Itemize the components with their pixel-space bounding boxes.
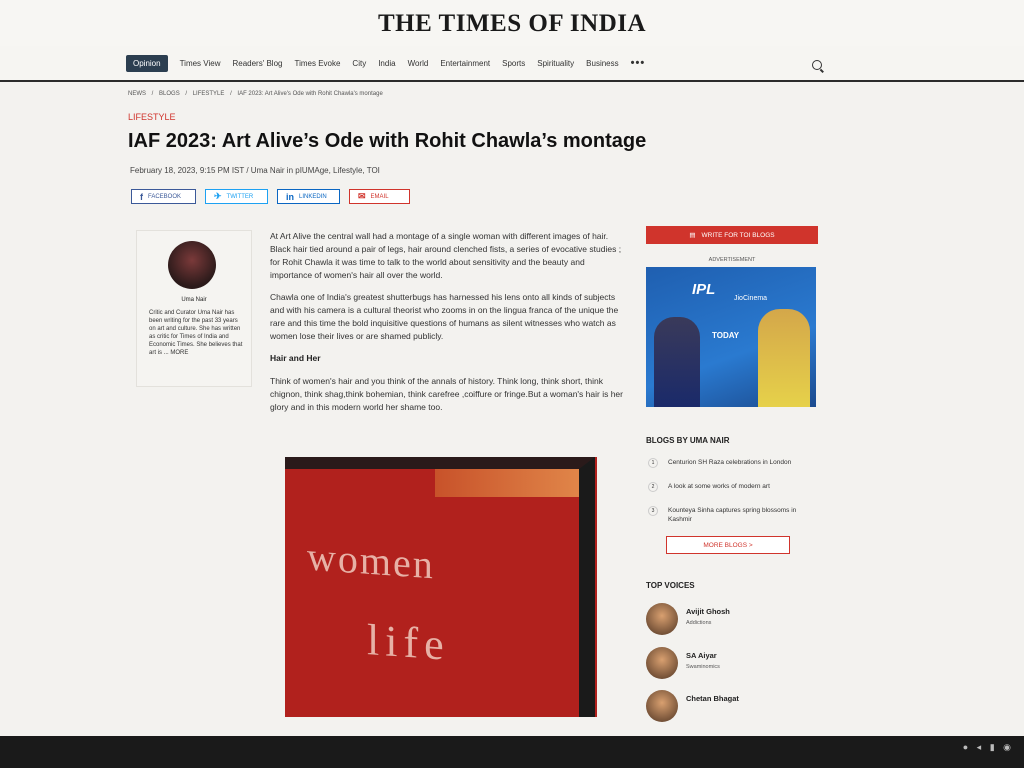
breadcrumb bbox=[128, 91, 387, 97]
top-voice-item[interactable] bbox=[646, 690, 826, 724]
top-voices-heading: TOP VOICES bbox=[646, 581, 695, 590]
breadcrumb-blogs[interactable]: BLOGS bbox=[159, 91, 180, 97]
blog-title[interactable]: A look at some works of modern art bbox=[668, 483, 770, 490]
article-category[interactable]: LIFESTYLE bbox=[128, 112, 176, 122]
ad-player-right bbox=[758, 309, 810, 407]
share-twitter-button[interactable] bbox=[205, 189, 268, 204]
nav-item-sports[interactable]: Sports bbox=[502, 58, 526, 68]
page-title: IAF 2023: Art Alive’s Ode with Rohit Chawla’s montage bbox=[128, 130, 647, 152]
voice-column[interactable]: Addictions bbox=[686, 620, 712, 626]
voice-name[interactable]: Chetan Bhagat bbox=[686, 694, 739, 703]
nav-item-city[interactable]: City bbox=[352, 58, 367, 68]
voice-name[interactable]: SA Aiyar bbox=[686, 651, 717, 660]
email-icon: ✉ bbox=[358, 191, 366, 201]
nav-item-times-view[interactable]: Times View bbox=[179, 58, 221, 68]
breadcrumb-lifestyle[interactable]: LIFESTYLE bbox=[192, 91, 225, 97]
nav-item-entertainment[interactable]: Entertainment bbox=[440, 58, 491, 68]
system-tray-icons: ● ◂ ▮ ◉ bbox=[962, 742, 1014, 752]
photo-text-women: women bbox=[307, 533, 435, 588]
top-voice-item[interactable] bbox=[646, 647, 826, 681]
breadcrumb-current: IAF 2023: Art Alive's Ode with Rohit Chawla's montage bbox=[237, 91, 383, 97]
author-name[interactable]: Uma Nair bbox=[181, 297, 207, 303]
article-subhead: Hair and Her bbox=[270, 353, 321, 363]
photo-frame bbox=[285, 457, 595, 717]
ad-today-text: TODAY bbox=[712, 331, 740, 340]
article-paragraph: At Art Alive the central wall had a montage of a single woman with different images of hair. Black hair tied around a pair of legs, hair around clenched fists, a series of evocative studies ; for Rohit Chawla it was time to talk to the world about sensitivity and the beauty and importance of women's hair all over the world. bbox=[270, 231, 622, 280]
nav-more-button[interactable]: ••• bbox=[630, 57, 646, 69]
site-logo[interactable]: THE TIMES OF INDIA bbox=[377, 10, 647, 37]
write-button-label: WRITE FOR TOI BLOGS bbox=[701, 231, 775, 239]
facebook-icon: f bbox=[140, 191, 143, 202]
more-blogs-button[interactable]: MORE BLOGS > bbox=[666, 536, 790, 554]
blog-number: 1 bbox=[648, 458, 658, 468]
article-photo bbox=[285, 457, 597, 717]
blogs-by-author-heading: BLOGS BY UMA NAIR bbox=[646, 436, 730, 445]
main-nav bbox=[0, 46, 1024, 82]
linkedin-icon: in bbox=[286, 191, 294, 202]
article-paragraph: Think of women's hair and you think of the annals of history. Think long, think short, think chignon, think shag,think bohemian, think carefree ,coiffure or fringe.But a woman's hair is her glory and in this modern world her shame too. bbox=[270, 376, 623, 412]
blog-list-item[interactable] bbox=[648, 506, 818, 524]
share-facebook-label: FACEBOOK bbox=[148, 193, 182, 200]
voice-column[interactable]: Swaminomics bbox=[686, 664, 720, 670]
nav-item-spirituality[interactable]: Spirituality bbox=[537, 58, 575, 68]
breadcrumb-separator: / bbox=[151, 91, 154, 97]
photo-text-life: life bbox=[367, 615, 450, 670]
author-avatar[interactable] bbox=[168, 241, 216, 289]
top-voice-item[interactable] bbox=[646, 603, 826, 637]
avatar[interactable] bbox=[646, 647, 678, 679]
write-for-toi-blogs-button[interactable] bbox=[646, 226, 818, 244]
breadcrumb-separator: / bbox=[230, 91, 232, 97]
ad-jiocinema-logo: JioCinema bbox=[734, 295, 768, 302]
masthead bbox=[0, 0, 1024, 47]
share-facebook-button[interactable] bbox=[131, 189, 196, 204]
share-email-button[interactable] bbox=[349, 189, 410, 204]
ad-label: ADVERTISEMENT bbox=[708, 257, 756, 263]
breadcrumb-news[interactable]: NEWS bbox=[128, 91, 146, 97]
nav-item-times-evoke[interactable]: Times Evoke bbox=[294, 58, 341, 68]
share-email-label: EMAIL bbox=[370, 193, 389, 200]
blog-number: 2 bbox=[648, 482, 658, 492]
blog-title[interactable]: Kounteya Sinha captures spring blossoms in Kashmir bbox=[668, 507, 797, 523]
author-card bbox=[136, 230, 252, 387]
nav-item-india[interactable]: India bbox=[378, 58, 396, 68]
twitter-icon: ✈ bbox=[214, 191, 222, 201]
ad-player-left bbox=[654, 317, 700, 407]
ad-ipl-logo: IPL bbox=[692, 281, 716, 298]
search-icon[interactable] bbox=[812, 60, 822, 70]
voice-name[interactable]: Avijit Ghosh bbox=[686, 607, 730, 616]
nav-item-world[interactable]: World bbox=[407, 58, 429, 68]
breadcrumb-separator: / bbox=[185, 91, 188, 97]
blog-list-item[interactable] bbox=[648, 458, 818, 468]
article-meta: February 18, 2023, 9:15 PM IST / Uma Nair in pIUMAge, Lifestyle, TOI bbox=[130, 166, 380, 175]
write-icon: ▤ bbox=[689, 232, 696, 239]
nav-item-business[interactable]: Business bbox=[586, 58, 619, 68]
blog-number: 3 bbox=[648, 506, 658, 516]
author-bio: Critic and Curator Uma Nair has been writing for the past 33 years on art and culture. She has written as critic for Times of India and Economic Times. She believes that art is ... MORE bbox=[149, 310, 243, 356]
share-twitter-label: TWITTER bbox=[226, 193, 254, 200]
ipl-advertisement[interactable] bbox=[646, 267, 816, 407]
nav-item-opinion[interactable]: Opinion bbox=[126, 55, 168, 72]
blog-list-item[interactable] bbox=[648, 482, 818, 492]
share-linkedin-label: LINKEDIN bbox=[299, 193, 327, 200]
avatar[interactable] bbox=[646, 603, 678, 635]
article-body bbox=[270, 230, 625, 423]
share-linkedin-button[interactable] bbox=[277, 189, 340, 204]
blog-title[interactable]: Centurion SH Raza celebrations in London bbox=[668, 459, 792, 466]
nav-item-readers-blog[interactable]: Readers' Blog bbox=[232, 58, 283, 68]
article-paragraph: Chawla one of India's greatest shutterbugs has harnessed his lens onto all kinds of subjects and with his camera is a cultural theorist who zooms in on the lingua franca of the unique the rare and this time the bold inquisitive questions of humans as silent witnesses who watch as women lose their lives or are shamed publicly. bbox=[270, 292, 619, 341]
avatar[interactable] bbox=[646, 690, 678, 722]
monitor-bezel bbox=[0, 736, 1024, 768]
